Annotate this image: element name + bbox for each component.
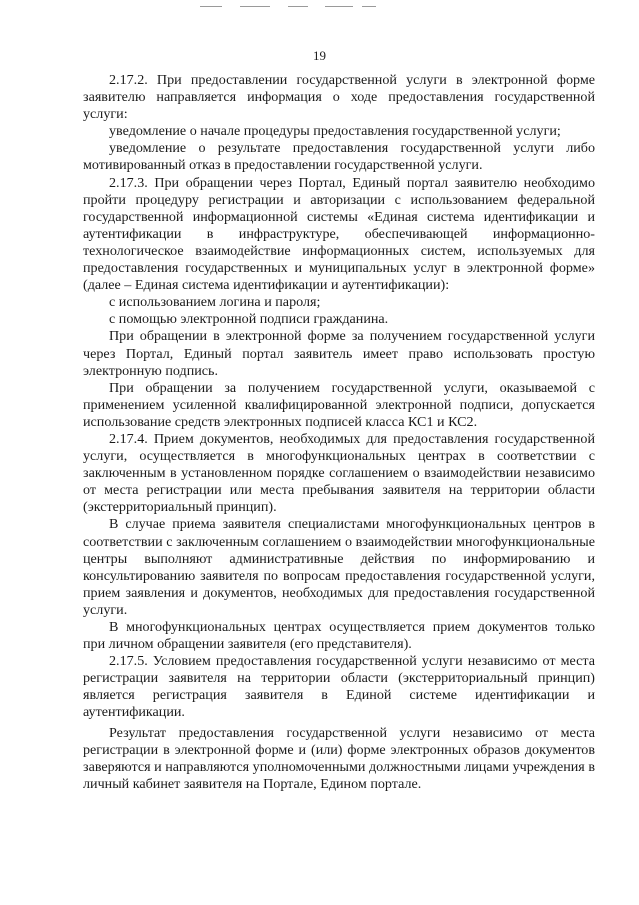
scan-artifact-marks bbox=[200, 6, 380, 10]
list-item-notice-start: уведомление о начале процедуры предоставления государственной услуги; bbox=[109, 123, 561, 140]
document-body bbox=[83, 72, 595, 793]
paragraph-2-17-2: 2.17.2. При предоставлении государственной услуги в электронной форме заявителю направляется информация о ходе предоставления государственной услуги: bbox=[83, 72, 595, 123]
list-item-electronic-signature: с помощью электронной подписи гражданина. bbox=[109, 311, 389, 328]
paragraph-simple-signature: При обращении в электронной форме за получением государственной услуги через Портал, Единый портал заявитель имеет право использовать простую электронную подпись. bbox=[83, 328, 595, 379]
paragraph-result-delivery: Результат предоставления государственной услуги независимо от места регистрации в электронной форме и (или) форме электронных образов документов заверяются и направляются уполномоченными должностными лицами учреждения в личный кабинет заявителя на Портале, Едином портале. bbox=[83, 724, 595, 792]
paragraph-qualified-signature: При обращении за получением государственной услуги, оказываемой с применением усиленной квалифицированной электронной подписи, допускается использование средств электронных подписей класса КС1 и КС2. bbox=[83, 379, 595, 430]
page-number: 19 bbox=[313, 48, 326, 63]
list-item-login-password: с использованием логина и пароля; bbox=[109, 294, 321, 311]
paragraph-2-17-5: 2.17.5. Условием предоставления государственной услуги независимо от места регистрации заявителя на территории области (экстерриториальный принцип) является регистрация заявителя в Единой системе идентификации и аутентификации. bbox=[83, 653, 595, 721]
paragraph-2-17-3: 2.17.3. При обращении через Портал, Единый портал заявителю необходимо пройти процедуру регистрации и авторизации с использованием федеральной государственной информационной системы «Единая система идентификации и аутентификации в инфраструктуре, обеспечивающей информационно-технологическое взаимодействие информационных систем, используемых для предоставления государственных и муниципальных услуг в электронной форме» (далее – Единая система идентификации и аутентификации): bbox=[83, 174, 595, 294]
paragraph-mfc-specialists: В случае приема заявителя специалистами многофункциональных центров в соответствии с заключенным соглашением о взаимодействии многофункциональные центры выполняют административные действия по информированию и консультированию заявителя по вопросам предоставления государственной услуги, прием заявления и документов, необходимых для предоставления государственной услуги. bbox=[83, 516, 595, 618]
list-item-notice-result: уведомление о результате предоставления государственной услуги либо мотивированный отказ в предоставлении государственной услуги. bbox=[83, 140, 595, 174]
paragraph-mfc-personal-visit: В многофункциональных центрах осуществляется прием документов только при личном обращении заявителя (его представителя). bbox=[83, 619, 595, 653]
paragraph-2-17-4: 2.17.4. Прием документов, необходимых для предоставления государственной услуги, осуществляется в многофункциональных центрах в соответствии с заключенным в установленном порядке соглашением о взаимодействии независимо от места регистрации или места пребывания заявителя на территории области (экстерриториальный принцип). bbox=[83, 430, 595, 516]
